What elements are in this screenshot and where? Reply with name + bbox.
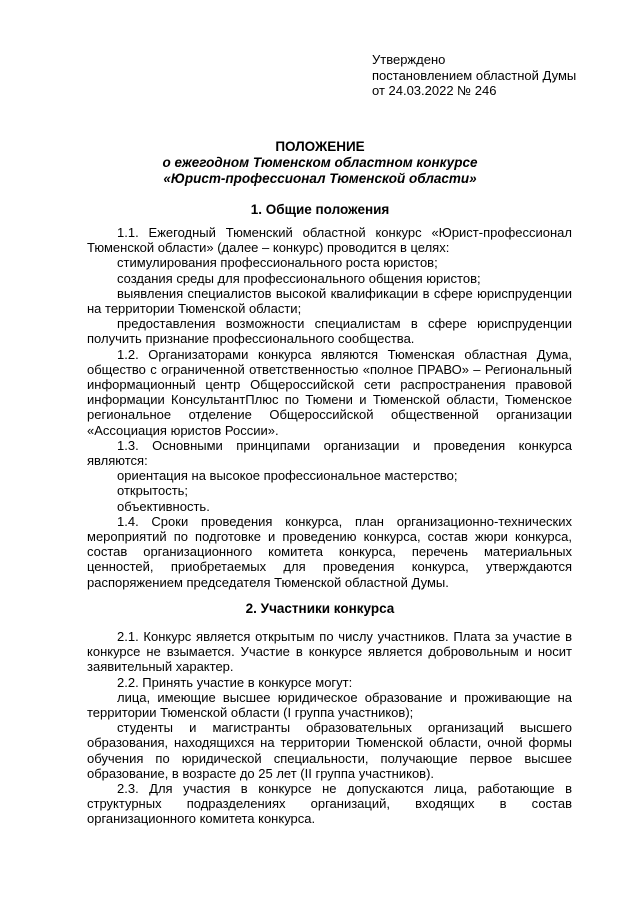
paragraph-2-1: 2.1. Конкурс является открытым по числу участников. Плата за участие в конкурсе не взымается. Участие в конкурсе является добровольным и носит заявительный характер. xyxy=(87,629,572,675)
section-2-body xyxy=(87,629,572,827)
principle-item: ориентация на высокое профессиональное мастерство; xyxy=(117,468,458,484)
goal-item: выявления специалистов высокой квалификации в сфере юриспруденции на территории Тюменской области; xyxy=(87,285,572,317)
section-2-heading: 2. Участники конкурса xyxy=(245,601,395,616)
goal-item: создания среды для профессионального общения юристов; xyxy=(117,270,481,286)
participant-group-item: студенты и магистранты образовательных организаций высшего образования, находящихся на территории Тюменской области, очной формы обучения по юридической специальности, получающие первое высшее образование, в возрасте до 25 лет (II группа участников). xyxy=(87,720,572,781)
section-1-body xyxy=(87,225,572,590)
title-subtitle-1: о ежегодном Тюменском областном конкурсе xyxy=(162,155,478,170)
paragraph-1-2: 1.2. Организаторами конкурса являются Тюменская областная Дума, общество с ограниченной ответственностью «полное ПРАВО» – Региональный информационный центр Общероссийской сети распространения правовой информации КонсультантПлюс по Тюмени и Тюменской области, Тюменское региональное отделение Общероссийской общественной организации «Ассоциация юристов России». xyxy=(87,346,572,438)
approval-line-2: постановлением областной Думы xyxy=(372,67,577,83)
approval-stamp xyxy=(372,52,576,99)
participant-group-item: лица, имеющие высшее юридическое образование и проживающие на территории Тюменской области (I группа участников); xyxy=(87,689,572,721)
approval-line-3: от 24.03.2022 № 246 xyxy=(372,83,497,98)
goal-item: предоставления возможности специалистам в сфере юриспруденции получить признание профессионального сообщества. xyxy=(87,316,572,347)
approval-line-1: Утверждено xyxy=(372,52,446,67)
goal-item: стимулирования профессионального роста юристов; xyxy=(117,255,438,271)
document-title xyxy=(0,139,640,187)
paragraph-1-4: 1.4. Сроки проведения конкурса, план организационно-технических мероприятий по подготовке и проведению конкурса, состав жюри конкурса, состав организационного комитета конкурса, перечень материальных ценностей, приобретаемых для проведения конкурса, утверждаются распоряжением председателя Тюменской областной Думы. xyxy=(87,513,572,590)
paragraph-1-3: 1.3. Основными принципами организации и проведения конкурса являются: xyxy=(87,437,572,469)
principle-item: открытость; xyxy=(117,483,189,499)
section-1-heading: 1. Общие положения xyxy=(250,202,390,217)
principle-item: объективность. xyxy=(117,498,210,514)
paragraph-2-3: 2.3. Для участия в конкурсе не допускаются лица, работающие в структурных подразделениях организаций, входящих в состав организационного комитета конкурса. xyxy=(87,781,572,827)
title-main: ПОЛОЖЕНИЕ xyxy=(275,139,365,154)
title-subtitle-2: «Юрист-профессионал Тюменской области» xyxy=(163,171,477,186)
paragraph-1-1: 1.1. Ежегодный Тюменский областной конкурс «Юрист-профессионал Тюменской области» (далее – конкурс) проводится в целях: xyxy=(87,225,572,256)
paragraph-2-2: 2.2. Принять участие в конкурсе могут: xyxy=(117,674,353,690)
